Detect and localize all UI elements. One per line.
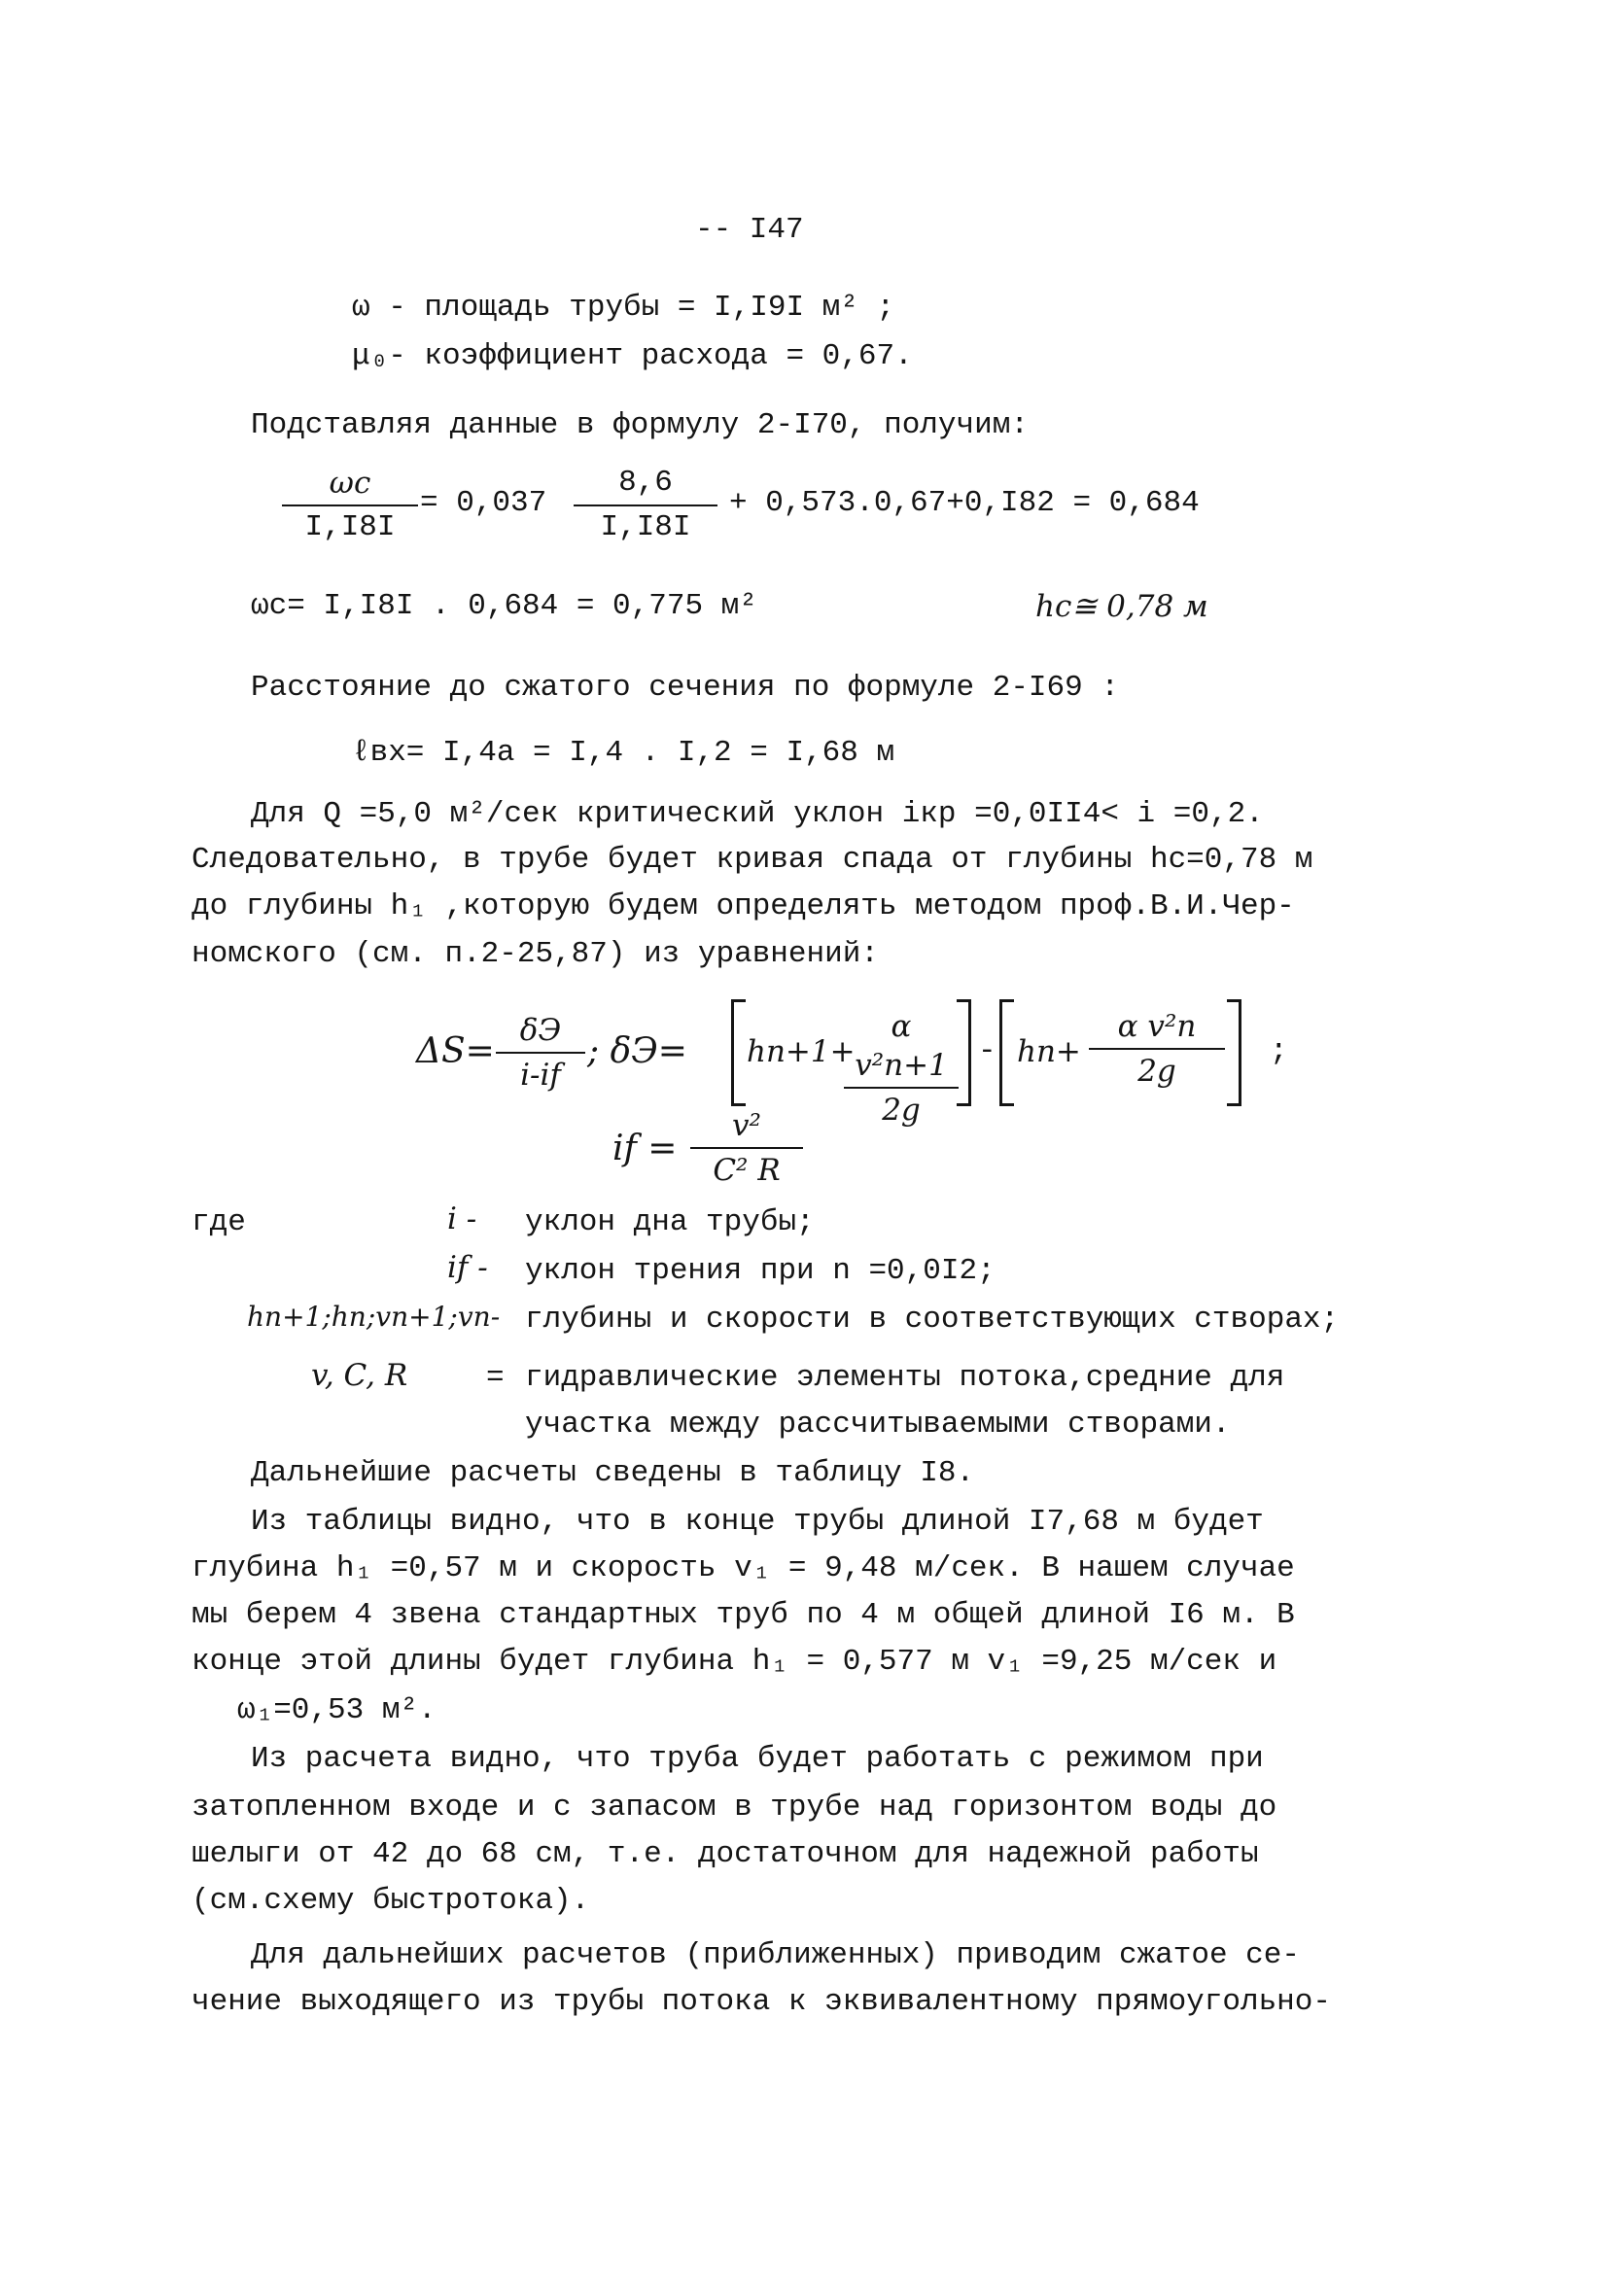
eq1-denominator: I,I8I	[600, 510, 691, 544]
eq1-lhs-denominator: I,I8I	[304, 510, 396, 544]
text-critical-slope: Для Q =5,0 м²/сек критический уклон iкр =0,0II4< i =0,2.	[251, 797, 1264, 831]
text-consequently: Следовательно, в трубе будет кривая спада от глубины hc=0,78 м	[192, 843, 1313, 877]
para4-line2: чение выходящего из трубы потока к эквивалентному прямоугольно-	[192, 1985, 1331, 2019]
eq4-fraction	[690, 1106, 803, 1190]
def2-text: уклон трения при n =0,0I2;	[525, 1254, 996, 1288]
def4-equals: =	[486, 1361, 505, 1395]
para2-line1: Из таблицы видно, что в конце трубы длиной I7,68 м будет	[251, 1505, 1264, 1539]
eq3-fraction-1-numerator: α v²n+1	[844, 1007, 959, 1089]
eq3-delta-s-numerator: δЭ	[496, 1011, 585, 1054]
para2-line5: ω₁=0,53 м².	[237, 1693, 437, 1727]
eq1-lhs-fraction	[282, 464, 418, 547]
eq3-delta-s-denominator: i-if	[520, 1058, 561, 1093]
eq4-numerator: v²	[690, 1106, 803, 1149]
text-distance: Расстояние до сжатого сечения по формуле 2-I69 :	[251, 671, 1119, 705]
eq3-semicolon: ;	[1270, 1034, 1288, 1068]
def5-text: участка между рассчитываемыми створами.	[525, 1408, 1231, 1442]
eq3-bracket-left-1	[731, 999, 746, 1106]
para3-line3: шелыги от 42 до 68 см, т.е. достаточном для надежной работы	[192, 1837, 1259, 1871]
definition-discharge-coefficient: μ₀- коэффициент расхода = 0,67.	[352, 339, 913, 373]
eq1-middle: = 0,037	[420, 486, 547, 520]
para4-line1: Для дальнейших расчетов (приближенных) приводим сжатое се-	[251, 1938, 1300, 1972]
eq4-denominator: C² R	[713, 1153, 781, 1188]
eq3-fraction-1	[844, 1007, 959, 1130]
eq3-h-next: hn+1+	[747, 1034, 856, 1069]
def1-symbol: i -	[447, 1201, 477, 1236]
eq3-minus: -	[978, 1034, 996, 1068]
definition-area: ω - площадь трубы = I,I9I м² ;	[352, 291, 895, 325]
para3-line2: затопленном входе и с запасом в трубе над горизонтом воды до	[192, 1791, 1277, 1825]
text-method: до глубины h₁ ,которую будем определять методом проф.В.И.Чер-	[192, 889, 1295, 923]
para3-line4: (см.схему быстротока).	[192, 1884, 590, 1918]
where-label: где	[192, 1205, 246, 1239]
eq1-numerator: 8,6	[574, 464, 717, 506]
eq3-fraction-1-denominator: 2g	[882, 1093, 921, 1128]
eq3-bracket-right-2	[1227, 999, 1241, 1106]
def4-symbol: v, C, R	[311, 1358, 408, 1393]
def4-text: гидравлические элементы потока,средние для	[525, 1361, 1285, 1395]
eq3-delta-e: ; δЭ=	[587, 1031, 687, 1071]
eq4-lhs: if =	[612, 1129, 678, 1168]
eq1-lhs-numerator: ωc	[282, 464, 418, 506]
eq3-bracket-right-1	[957, 999, 971, 1106]
eq3-delta-s: ΔS=	[416, 1031, 495, 1071]
page-number: -- I47	[695, 213, 804, 247]
para2-line2: глубина h₁ =0,57 м и скорость v₁ = 9,48 м/сек. В нашем случае	[192, 1551, 1295, 1585]
eq-entry-length: ℓвх= I,4a = I,4 . I,2 = I,68 м	[352, 736, 895, 770]
eq3-fraction-2-denominator: 2g	[1137, 1054, 1176, 1089]
text-substitute: Подставляя данные в формулу 2-I70, получим:	[251, 408, 1029, 442]
def3-text: глубины и скорости в соответствующих створах;	[525, 1303, 1340, 1337]
def1-text: уклон дна трубы;	[525, 1205, 815, 1239]
eq2-left: ωc= I,I8I . 0,684 = 0,775 м²	[251, 589, 757, 623]
eq3-h-n: hn+	[1017, 1034, 1081, 1069]
eq2-right: hc≅ 0,78 м	[1035, 589, 1208, 624]
eq3-fraction-2	[1089, 1007, 1225, 1091]
def3-symbol: hn+1;hn;vn+1;vn-	[247, 1301, 501, 1333]
eq1-fraction	[574, 464, 717, 547]
text-equations: номского (см. п.2-25,87) из уравнений:	[192, 937, 879, 971]
eq3-delta-s-fraction	[496, 1011, 585, 1095]
eq3-fraction-2-numerator: α v²n	[1089, 1007, 1225, 1050]
para2-line3: мы берем 4 звена стандартных труб по 4 м общей длиной I6 м. В	[192, 1598, 1295, 1632]
eq3-bracket-left-2	[999, 999, 1014, 1106]
para3-line1: Из расчета видно, что труба будет работать с режимом при	[251, 1742, 1264, 1776]
eq1-rhs: + 0,573.0,67+0,I82 = 0,684	[729, 486, 1200, 520]
para-table-ref: Дальнейшие расчеты сведены в таблицу I8.	[251, 1456, 975, 1490]
def2-symbol: if -	[447, 1250, 488, 1285]
para2-line4: конце этой длины будет глубина h₁ = 0,577 м v₁ =9,25 м/сек и	[192, 1645, 1277, 1679]
